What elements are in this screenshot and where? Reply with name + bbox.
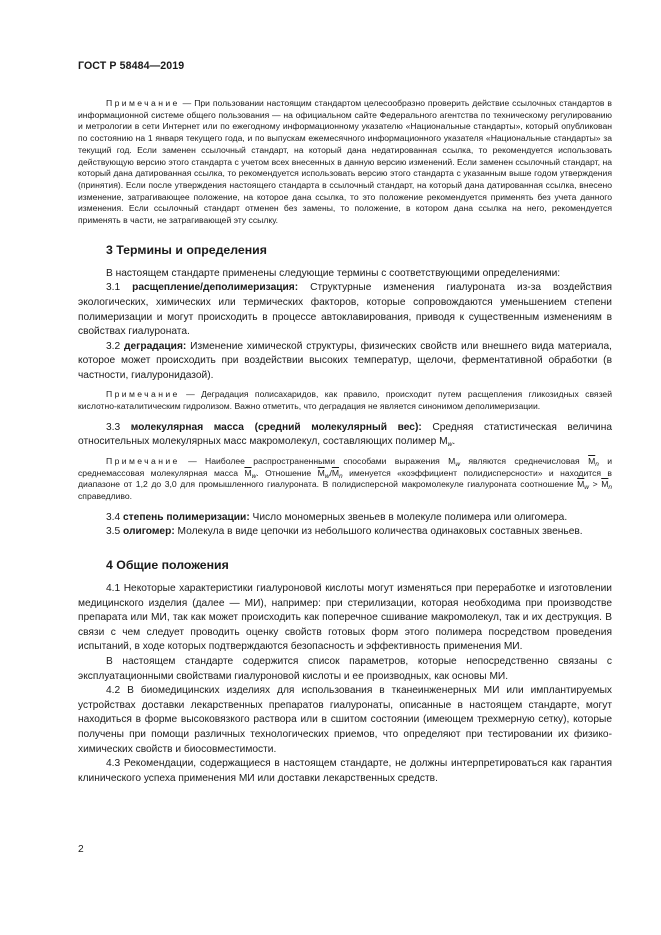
- paragraph-4-1: 4.1 Некоторые характеристики гиалуроновой кислоты могут изменяться при переработке и изготовлении медицинского изделия (далее — МИ), например: при стерилизации, которая необходима при производстве препарата или МИ, так как может происходить как поперечное сшивание макромолекул, так и их деструкция. В связи с чем следует проводить оценку свойств готовых форм этого полимера посредством проведения испытаний, в ходе которых подтверждаются безопасность и эффективность применения МИ.: [78, 583, 612, 653]
- section-3-title: 3 Термины и определения: [106, 242, 267, 257]
- term-3-3: 3.3 молекулярная масса (средний молекулярный вес): Средняя статистическая величина относительных молекулярных масс макромолекул, составляющих полимер $M_w$.: [78, 421, 612, 449]
- section-4-title: 4 Общие положения: [106, 558, 229, 573]
- document-body: [78, 98, 612, 786]
- term-3-4: 3.4 степень полимеризации: Число мономерных звеньев в молекуле полимера или олигомера.: [106, 511, 568, 523]
- note-3-2: Примечание — Деградация полисахаридов, как правило, происходит путем расщепления гликозидных связей кислотно-каталитическим гидролизом. Важно отметить, что деградация не является синонимом деполимеризации.: [78, 389, 612, 412]
- term-3-1: 3.1 расщепление/деполимеризация: Структурные изменения гиалуроната из-за воздействия экологических, химических или термических факторов, которые сопровождаются уменьшением степени полимеризации и могут происходить в процессе автоклавирования, приводя к существенным изменениям в свойствах гиалуроната.: [78, 282, 612, 338]
- note-reference-standards: Примечание — При пользовании настоящим стандартом целесообразно проверить действие ссылочных стандартов в информационной системе общего пользования — на официальном сайте Федерального агентства по техническому регулированию и метрологии в сети Интернет или по ежегодному информационному указателю «Национальные стандарты», который опубликован по состоянию на 1 января текущего года, и по выпускам ежемесячного информационного указателя «Национальные стандарты» за текущий год. Если заменен ссылочный стандарт, на который дана недатированная ссылка, то рекомендуется использовать действующую версию этого стандарта с учетом всех внесенных в данную версию изменений. Если заменен ссылочный стандарт, на который дана датированная ссылка, то рекомендуется использовать версию этого стандарта с указанным выше годом утверждения (принятия). Если после утверждения настоящего стандарта в ссылочный стандарт, на который дана датированная ссылка, внесено изменение, затрагивающее положение, на которое дана ссылка, то это положение рекомендуется применять без учета данного изменения. Если ссылочный стандарт отменен без замены, то положение, в котором дана ссылка на него, рекомендуется применять в части, не затрагивающей эту ссылку.: [78, 98, 612, 226]
- paragraph-4-2: 4.2 В биомедицинских изделиях для использования в тканеинженерных МИ или имплантируемых устройствах доставки лекарственных препаратов гиалуронаты, описанные в настоящем стандарте, могут находиться в форме высоковязкого раствора или в сшитом состоянии (имеющем трехмерную сетку), которые получены при помощи различных технологических приемов, что определяют при тестировании их физико-химических свойств и биосовместимости.: [78, 685, 612, 755]
- section-3-intro: В настоящем стандарте применены следующие термины с соответствующими определениями:: [106, 267, 561, 279]
- document-header: ГОСТ Р 58484—2019: [78, 60, 185, 72]
- paragraph-4-3: 4.3 Рекомендации, содержащиеся в настоящем стандарте, не должны интерпретироваться как гарантия клинического успеха применения МИ или доставки лекарственных средств.: [78, 758, 612, 784]
- paragraph-4-1-b: В настоящем стандарте содержится список параметров, которые непосредственно связаны с эксплуатационными свойствами гиалуроновой кислоты и ее производных, как основы МИ.: [78, 656, 612, 682]
- term-3-2: 3.2 деградация: Изменение химической структуры, физических свойств или внешнего вида материала, которое может происходить при воздействии высоких температур, щелочи, ферментативной обработки (в частности, гиалуронидазой).: [78, 340, 613, 381]
- term-3-5: 3.5 олигомер: Молекула в виде цепочки из небольшого количества одинаковых составных звеньев.: [106, 526, 583, 538]
- page-number: 2: [78, 844, 84, 855]
- note-3-3: Примечание — Наиболее распространенными способами выражения $M_w$ являются среднечисловая $\overline{M}_n$ и среднемассовая молекулярная масса $\overline{M}_w$. Отношение $\overline{M}_w/\overline{M}_n$ именуется «коэффициент полидисперсности» и находится в диапазоне от 1,2 до 3,0 для промышленного гиалуроната. В полидисперсной макромолекуле гиалуроната соотношение $\overline{M}_w > \overline{M}_n$ справедливо.: [78, 456, 612, 502]
